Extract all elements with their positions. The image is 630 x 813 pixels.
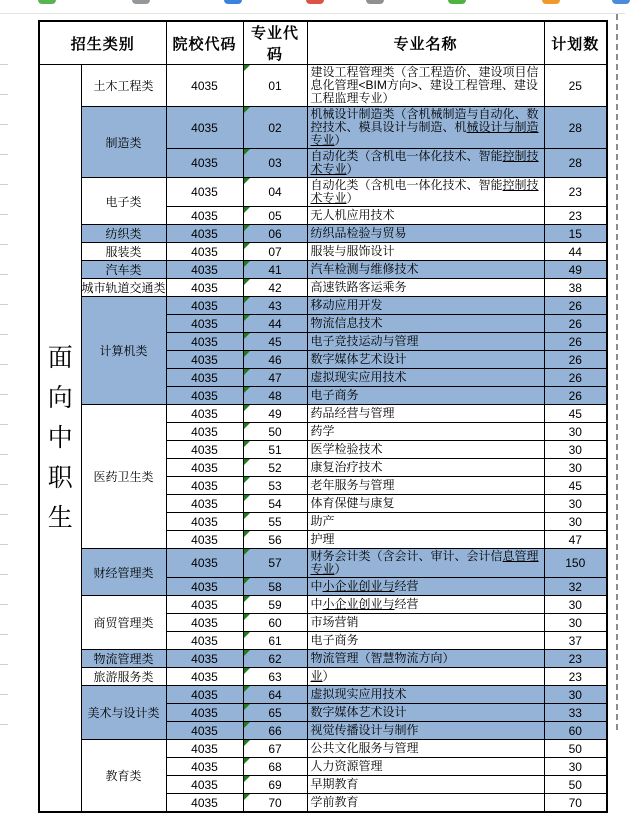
cell-major-name[interactable]: 电子商务 — [307, 632, 544, 650]
row-tick — [0, 154, 8, 155]
cell-plan-count[interactable]: 26 — [544, 387, 607, 405]
cell-plan-count[interactable]: 47 — [544, 531, 607, 549]
row-tick — [0, 544, 8, 545]
row-tick — [0, 724, 8, 725]
cell-plan-count[interactable]: 23 — [544, 178, 607, 207]
row-tick — [0, 634, 8, 635]
cell-plan-count[interactable]: 30 — [544, 441, 607, 459]
multicolor-app-icon[interactable] — [306, 0, 324, 4]
row-tick — [0, 484, 8, 485]
cell-plan-count[interactable]: 33 — [544, 704, 607, 722]
cell-major-code[interactable]: 66 — [243, 722, 307, 740]
cell-major-code[interactable]: 03 — [243, 149, 307, 178]
cell-major-name[interactable] — [307, 668, 544, 686]
cell-plan-count[interactable]: 49 — [544, 261, 607, 279]
cell-major-code[interactable]: 42 — [243, 279, 307, 297]
cell-plan-count[interactable]: 30 — [544, 686, 607, 704]
cell-major-name[interactable]: 体育保健与康复 — [307, 495, 544, 513]
cell-college-code[interactable]: 4035 — [166, 632, 243, 650]
cell-enroll-category[interactable]: 教育类 — [81, 740, 166, 813]
cell-college-code[interactable]: 4035 — [166, 369, 243, 387]
cell-plan-count[interactable]: 45 — [544, 477, 607, 495]
cell-major-name[interactable]: 建设工程管理类（含工程造价、建设项目信息化管理<BIM方向>、建设工程管理、建设工程监理专业） — [307, 65, 544, 107]
cell-major-name[interactable]: 学前教育 — [307, 794, 544, 813]
cell-major-code[interactable]: 44 — [243, 315, 307, 333]
table-row — [39, 279, 607, 297]
cell-college-code[interactable]: 4035 — [166, 261, 243, 279]
cell-major-code[interactable]: 41 — [243, 261, 307, 279]
cell-enroll-category[interactable]: 医药卫生类 — [81, 405, 166, 549]
cell-major-name[interactable] — [307, 107, 544, 149]
col-header-enroll-category[interactable]: 招生类别 — [39, 21, 166, 65]
cell-plan-count[interactable]: 15 — [544, 225, 607, 243]
row-tick — [0, 244, 8, 245]
cell-enroll-category[interactable]: 电子类 — [81, 178, 166, 225]
cell-plan-count[interactable]: 50 — [544, 740, 607, 758]
cell-college-code[interactable]: 4035 — [166, 740, 243, 758]
cell-plan-count[interactable]: 26 — [544, 351, 607, 369]
row-tick — [0, 184, 8, 185]
cell-college-code[interactable]: 4035 — [166, 315, 243, 333]
cell-major-code[interactable]: 67 — [243, 740, 307, 758]
cell-enroll-category[interactable]: 服装类 — [81, 243, 166, 261]
cell-enroll-category[interactable]: 财经管理类 — [81, 549, 166, 596]
major-name-segment: 息管理专业 — [310, 549, 539, 576]
cell-enroll-category[interactable]: 商贸管理类 — [81, 596, 166, 650]
col-header-major-name[interactable]: 专业名称 — [307, 21, 544, 65]
cell-major-code[interactable]: 53 — [243, 477, 307, 495]
cell-college-code[interactable]: 4035 — [166, 243, 243, 261]
blue-folder-icon[interactable] — [612, 0, 630, 4]
header-row — [39, 21, 607, 65]
cell-plan-count[interactable]: 30 — [544, 513, 607, 531]
row-tick — [0, 124, 8, 125]
table-row — [39, 297, 607, 315]
cell-college-code[interactable]: 4035 — [166, 178, 243, 207]
cell-major-name[interactable]: 汽车检测与维修技术 — [307, 261, 544, 279]
cell-major-name[interactable]: 电子商务 — [307, 387, 544, 405]
cell-plan-count[interactable]: 60 — [544, 722, 607, 740]
cell-major-code[interactable]: 05 — [243, 207, 307, 225]
cell-major-code[interactable]: 50 — [243, 423, 307, 441]
cell-major-code[interactable]: 56 — [243, 531, 307, 549]
cell-college-code[interactable]: 4035 — [166, 225, 243, 243]
cell-major-code[interactable]: 61 — [243, 632, 307, 650]
cell-major-name[interactable]: 护理 — [307, 531, 544, 549]
cell-plan-count[interactable]: 30 — [544, 459, 607, 477]
cell-college-code[interactable]: 4035 — [166, 650, 243, 668]
cell-major-code[interactable]: 48 — [243, 387, 307, 405]
cell-plan-count[interactable]: 38 — [544, 279, 607, 297]
major-name-segment: 机械设计制造类（含机械制造与自动化、数控技术、模具设计与制造、机 — [310, 107, 539, 134]
table-row — [39, 740, 607, 758]
cell-plan-count[interactable]: 25 — [544, 65, 607, 107]
table-row — [39, 549, 607, 578]
cell-college-code[interactable]: 4035 — [166, 549, 243, 578]
cell-major-name[interactable]: 老年服务与管理 — [307, 477, 544, 495]
cell-major-code[interactable]: 65 — [243, 704, 307, 722]
cell-major-code[interactable]: 69 — [243, 776, 307, 794]
table-row — [39, 225, 607, 243]
cell-plan-count[interactable]: 45 — [544, 405, 607, 423]
cell-plan-count[interactable]: 23 — [544, 650, 607, 668]
cell-plan-count[interactable]: 32 — [544, 578, 607, 596]
cell-major-code[interactable]: 47 — [243, 369, 307, 387]
row-tick — [0, 514, 8, 515]
cell-major-code[interactable]: 52 — [243, 459, 307, 477]
cell-major-name[interactable] — [307, 578, 544, 596]
cell-major-name[interactable]: 医学检验技术 — [307, 441, 544, 459]
cell-college-code[interactable]: 4035 — [166, 423, 243, 441]
cell-plan-count[interactable]: 150 — [544, 549, 607, 578]
cell-college-code[interactable]: 4035 — [166, 776, 243, 794]
cell-plan-count[interactable]: 26 — [544, 297, 607, 315]
cell-plan-count[interactable]: 23 — [544, 668, 607, 686]
green-chat-icon[interactable] — [448, 0, 466, 4]
major-name-segment: ） — [322, 669, 335, 683]
cell-major-name[interactable]: 移动应用开发 — [307, 297, 544, 315]
cell-college-code[interactable]: 4035 — [166, 297, 243, 315]
cell-college-code[interactable]: 4035 — [166, 333, 243, 351]
cell-enroll-category[interactable]: 城市轨道交通类 — [81, 279, 166, 297]
cell-major-code[interactable]: 02 — [243, 107, 307, 149]
cell-college-code[interactable]: 4035 — [166, 596, 243, 614]
table-row — [39, 668, 607, 686]
orientation-label-cell[interactable]: 面向中职生 — [39, 65, 81, 813]
row-tick — [0, 94, 8, 95]
cell-college-code[interactable]: 4035 — [166, 149, 243, 178]
cell-major-code[interactable]: 70 — [243, 794, 307, 813]
major-name-segment: 控制技术专业 — [310, 149, 539, 176]
cell-college-code[interactable]: 4035 — [166, 668, 243, 686]
row-tick — [0, 214, 8, 215]
cell-plan-count[interactable]: 26 — [544, 333, 607, 351]
major-name-segment: 经营 — [394, 579, 419, 593]
cell-major-code[interactable]: 43 — [243, 297, 307, 315]
cell-major-name[interactable]: 药学 — [307, 423, 544, 441]
cell-college-code[interactable]: 4035 — [166, 387, 243, 405]
cell-enroll-category[interactable]: 纺织类 — [81, 225, 166, 243]
cell-major-code[interactable]: 06 — [243, 225, 307, 243]
gray-globe-icon[interactable] — [132, 0, 150, 4]
major-name-segment: 财务会计类（含会计、审计、会计信 — [310, 549, 503, 563]
cell-college-code[interactable]: 4035 — [166, 513, 243, 531]
table-row — [39, 596, 607, 614]
cell-plan-count[interactable]: 44 — [544, 243, 607, 261]
cell-college-code[interactable]: 4035 — [166, 722, 243, 740]
cell-major-code[interactable]: 45 — [243, 333, 307, 351]
table-row — [39, 261, 607, 279]
table-row — [39, 650, 607, 668]
row-tick — [0, 64, 8, 65]
cell-major-code[interactable]: 01 — [243, 65, 307, 107]
cell-college-code[interactable]: 4035 — [166, 531, 243, 549]
cell-plan-count[interactable]: 23 — [544, 207, 607, 225]
cell-plan-count[interactable]: 30 — [544, 758, 607, 776]
cell-major-name[interactable]: 虚拟现实应用技术 — [307, 686, 544, 704]
cell-major-name[interactable]: 电子竞技运动与管理 — [307, 333, 544, 351]
enrollment-plan-table — [38, 20, 608, 813]
row-tick — [0, 574, 8, 575]
cell-plan-count[interactable]: 28 — [544, 107, 607, 149]
cell-major-name[interactable] — [307, 596, 544, 614]
table-row — [39, 65, 607, 107]
cell-college-code[interactable]: 4035 — [166, 107, 243, 149]
cell-enroll-category[interactable]: 计算机类 — [81, 297, 166, 405]
cell-major-name[interactable]: 助产 — [307, 513, 544, 531]
cell-major-code[interactable]: 60 — [243, 614, 307, 632]
cell-enroll-category[interactable]: 旅游服务类 — [81, 668, 166, 686]
cell-major-name[interactable]: 药品经营与管理 — [307, 405, 544, 423]
cell-college-code[interactable]: 4035 — [166, 459, 243, 477]
cell-plan-count[interactable]: 30 — [544, 423, 607, 441]
row-tick — [0, 274, 8, 275]
table-row — [39, 243, 607, 261]
cell-major-name[interactable]: 服装与服饰设计 — [307, 243, 544, 261]
cell-major-name[interactable]: 市场营销 — [307, 614, 544, 632]
cell-major-code[interactable]: 57 — [243, 549, 307, 578]
cell-college-code[interactable]: 4035 — [166, 207, 243, 225]
major-name-segment: 控制技术专业 — [310, 178, 539, 205]
row-tick — [0, 454, 8, 455]
row-tick — [0, 364, 8, 365]
cell-college-code[interactable]: 4035 — [166, 351, 243, 369]
cell-college-code[interactable]: 4035 — [166, 614, 243, 632]
major-name-segment: 自动化类（含机电一体化技术、智能 — [310, 178, 503, 192]
cell-major-name[interactable] — [307, 178, 544, 207]
cell-plan-count[interactable]: 28 — [544, 149, 607, 178]
cell-college-code[interactable]: 4035 — [166, 405, 243, 423]
row-tick — [0, 394, 8, 395]
row-tick — [0, 664, 8, 665]
cell-college-code[interactable]: 4035 — [166, 477, 243, 495]
cell-college-code[interactable]: 4035 — [166, 279, 243, 297]
cell-enroll-category[interactable]: 汽车类 — [81, 261, 166, 279]
cell-major-code[interactable]: 68 — [243, 758, 307, 776]
cell-plan-count[interactable]: 50 — [544, 776, 607, 794]
cell-major-name[interactable]: 人力资源管理 — [307, 758, 544, 776]
major-name-segment: ） — [334, 133, 347, 147]
cell-major-name[interactable]: 公共文化服务与管理 — [307, 740, 544, 758]
gray-app-icon[interactable] — [366, 0, 384, 4]
major-name-segment: 械设计与制造专业 — [310, 120, 539, 147]
cell-major-code[interactable]: 64 — [243, 686, 307, 704]
cell-enroll-category[interactable]: 美术与设计类 — [81, 686, 166, 740]
cell-enroll-category[interactable]: 制造类 — [81, 107, 166, 178]
col-header-plan-count[interactable]: 计划数 — [544, 21, 607, 65]
table-row — [39, 178, 607, 207]
cell-major-code[interactable]: 54 — [243, 495, 307, 513]
cell-plan-count[interactable]: 30 — [544, 495, 607, 513]
cell-major-code[interactable]: 46 — [243, 351, 307, 369]
page-break-dashed-line — [616, 14, 618, 730]
cell-college-code[interactable]: 4035 — [166, 758, 243, 776]
row-tick — [0, 604, 8, 605]
major-name-segment: 中 — [310, 597, 323, 611]
cell-major-name[interactable]: 康复治疗技术 — [307, 459, 544, 477]
cell-major-code[interactable]: 49 — [243, 405, 307, 423]
cell-major-name[interactable]: 数字媒体艺术设计 — [307, 351, 544, 369]
cell-college-code[interactable]: 4035 — [166, 495, 243, 513]
cell-major-name[interactable]: 虚拟现实应用技术 — [307, 369, 544, 387]
divider-line — [0, 13, 625, 14]
cell-plan-count[interactable]: 70 — [544, 794, 607, 813]
cell-plan-count[interactable]: 30 — [544, 596, 607, 614]
cell-plan-count[interactable]: 26 — [544, 369, 607, 387]
cell-plan-count[interactable]: 37 — [544, 632, 607, 650]
cell-major-name[interactable] — [307, 149, 544, 178]
cell-major-name[interactable] — [307, 549, 544, 578]
col-header-college-code[interactable]: 院校代码 — [166, 21, 243, 65]
col-header-major-code[interactable]: 专业代码 — [243, 21, 307, 65]
cell-plan-count[interactable]: 30 — [544, 614, 607, 632]
orange-app-icon[interactable] — [542, 0, 560, 4]
cell-major-code[interactable]: 55 — [243, 513, 307, 531]
cell-enroll-category[interactable]: 土木工程类 — [81, 65, 166, 107]
cell-major-name[interactable]: 物流信息技术 — [307, 315, 544, 333]
green-app-icon[interactable] — [38, 0, 56, 4]
row-tick — [0, 694, 8, 695]
cell-major-code[interactable]: 63 — [243, 668, 307, 686]
row-tick — [0, 424, 8, 425]
cell-major-name[interactable]: 数字媒体艺术设计 — [307, 704, 544, 722]
cell-major-code[interactable]: 51 — [243, 441, 307, 459]
cell-college-code[interactable]: 4035 — [166, 578, 243, 596]
cell-major-name[interactable]: 早期教育 — [307, 776, 544, 794]
major-name-segment: 经营 — [394, 597, 419, 611]
cell-plan-count[interactable]: 26 — [544, 315, 607, 333]
major-name-segment: ） — [346, 162, 359, 176]
cell-major-name[interactable]: 视觉传播设计与制作 — [307, 722, 544, 740]
cell-college-code[interactable]: 4035 — [166, 686, 243, 704]
row-tick — [0, 334, 8, 335]
row-tick — [0, 304, 8, 305]
cell-major-code[interactable]: 62 — [243, 650, 307, 668]
cell-major-code[interactable]: 58 — [243, 578, 307, 596]
cell-enroll-category[interactable]: 物流管理类 — [81, 650, 166, 668]
table-row — [39, 686, 607, 704]
blue-app-icon[interactable] — [224, 0, 242, 4]
cell-college-code[interactable]: 4035 — [166, 704, 243, 722]
cell-major-code[interactable]: 04 — [243, 178, 307, 207]
cell-college-code[interactable]: 4035 — [166, 65, 243, 107]
major-name-segment: 小企业创业与 — [322, 579, 395, 593]
cell-college-code[interactable]: 4035 — [166, 794, 243, 813]
table-row — [39, 405, 607, 423]
major-name-segment: 业 — [310, 669, 323, 683]
cell-college-code[interactable]: 4035 — [166, 441, 243, 459]
cell-major-name[interactable]: 纺织品检验与贸易 — [307, 225, 544, 243]
cell-major-name[interactable]: 无人机应用技术 — [307, 207, 544, 225]
cell-major-name[interactable]: 物流管理（智慧物流方向） — [307, 650, 544, 668]
major-name-segment: ） — [334, 562, 347, 576]
major-name-segment: 自动化类（含机电一体化技术、智能 — [310, 149, 503, 163]
major-name-segment: 小企业创业与 — [322, 597, 395, 611]
cell-major-code[interactable]: 59 — [243, 596, 307, 614]
table-row — [39, 107, 607, 149]
cell-major-code[interactable]: 07 — [243, 243, 307, 261]
major-name-segment: 中 — [310, 579, 323, 593]
major-name-segment: ） — [346, 191, 359, 205]
cell-major-name[interactable]: 高速铁路客运乘务 — [307, 279, 544, 297]
